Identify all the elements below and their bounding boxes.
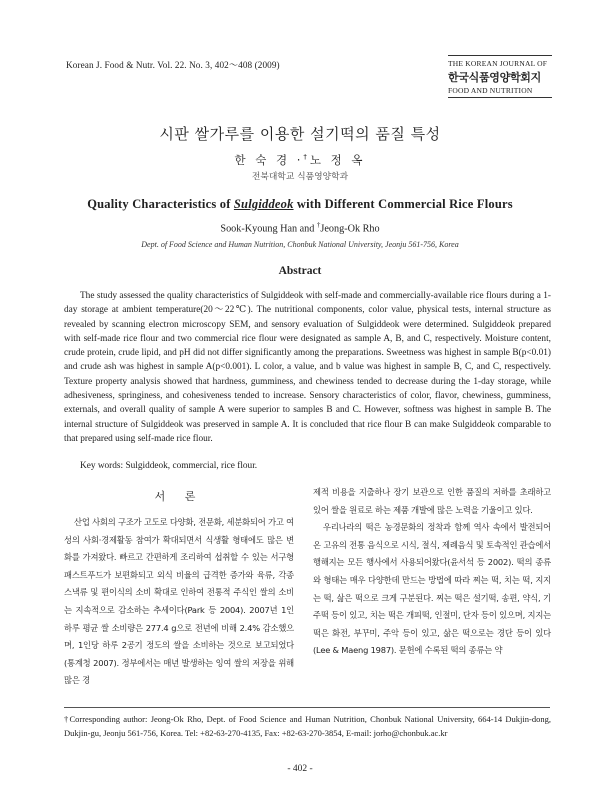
journal-logo-top: THE KOREAN JOURNAL OF [448, 59, 548, 68]
journal-logo-box [448, 55, 552, 98]
right-column-paragraph-1: 제적 비용을 지출하나 장기 보관으로 인한 품질의 저하를 초래하고 있어 쌀을 원료로 하는 제품 개발에 많은 노력을 기울이고 있다. [313, 487, 551, 515]
korean-author-2: 노 정 옥 [309, 153, 366, 167]
keywords: Key words: Sulgiddeok, commercial, rice flour. [80, 461, 258, 471]
english-affiliation: Dept. of Food Science and Human Nutrition, Chonbuk National University, Jeonju 561-756, Korea [141, 240, 459, 249]
journal-logo-korean: 한국식품영양학회지 [448, 71, 541, 84]
korean-authors [0, 152, 600, 168]
korean-affiliation: 전북대학교 식품영양학과 [251, 172, 349, 182]
english-author-1: Sook-Kyoung Han and [220, 223, 315, 235]
right-column [313, 484, 551, 660]
english-title-pre: Quality Characteristics of [87, 197, 231, 211]
page-number: - 402 - [287, 764, 313, 774]
corresponding-mark: † [303, 153, 310, 162]
english-author-2: Jeong-Ok Rho [320, 223, 380, 235]
english-authors [0, 221, 600, 234]
journal-logo-bottom: FOOD AND NUTRITION [448, 86, 533, 95]
section-heading-introduction: 서 론 [154, 490, 204, 503]
footnote-divider [64, 707, 550, 708]
corresponding-author-footnote: †Corresponding author: Jeong-Ok Rho, Dept. of Food Science and Human Nutrition, Chonbuk National University, 664-14 Dukjin-dong, Dukjin-gu, Jeonju 561-756, Korea. Tel: +82-63-270-4135, Fax: +82-63-270-3854, E-mail: jorho@chonbuk.ac.kr [64, 714, 551, 738]
right-column-paragraph-2: 우리나라의 떡은 농경문화의 정착과 함께 역사 속에서 발전되어온 고유의 전통 음식으로 시식, 절식, 제례음식 및 토속적인 관습에서 행해지는 모든 행사에서 사용되어왔다(윤서석 등 2002). 떡의 종류와 형태는 매우 다양한데 만드는 방법에 따라 찌는 떡, 치는 떡, 지지는 떡, 삶은 떡으로 크게 구분된다. 찌는 떡은 설기떡, 송편, 약식, 기주떡 등이 있고, 치는 떡은 개피떡, 인절미, 단자 등이 있으며, 지지는 떡은 화전, 부꾸미, 주악 등이 있고, 삶은 떡으로는 경단 등이 있다(Lee & Maeng 1987). 문헌에 수록된 떡의 종류는 약 [313, 522, 551, 656]
english-corresponding-mark: † [316, 221, 321, 229]
korean-author-1: 한 숙 경 · [234, 153, 304, 167]
english-title [0, 197, 600, 212]
abstract-body: The study assessed the quality characteristics of Sulgiddeok with self-made and commercially-available rice flours during a 1-day storage at ambient temperature(20～22℃). The nutritional components, color value, physical tests, internal structure as revealed by scanning electron microscopy SEM, and sensory evaluation of Sulgiddeok were determined. Sulgiddeok prepared with self-made rice flour and two commercial rice flour were designated as sample A, B, and C, respectively. Moisture content, crude protein, crude lipid, and pH did not differ significantly among the preparations. Sweetness was highest in sample B(p<0.01) and crude ash was highest in sample A(p<0.001). L color, a value, and b value was highest in sample B, C, and C, respectively. Texture property analysis showed that hardness, gumminess, and chewiness tended to decrease during the 1-day storage, while adhesiveness, springiness, and cohesiveness tended to increase. Sensory characteristics of color, flavor, chewiness, gumminess, externals, and overall quality of sample A were superior to samples B and C. However, softness was highest in sample B. The internal structure of Sulgiddeok was preserved in sample A. It is concluded that rice flour B can make Sulgiddeok comparable to that prepared using self-made rice flour. [64, 291, 551, 444]
english-title-italic: Sulgiddeok [233, 197, 294, 211]
english-title-post: with Different Commercial Rice Flours [296, 197, 513, 211]
abstract-heading: Abstract [278, 265, 322, 277]
journal-reference: Korean J. Food & Nutr. Vol. 22. No. 3, 402～408 (2009) [66, 60, 280, 70]
korean-title: 시판 쌀가루를 이용한 설기떡의 품질 특성 [159, 125, 441, 143]
left-column-text: 산업 사회의 구조가 고도로 다양화, 전문화, 세분화되어 가고 여성의 사회·경제활동 참여가 확대되면서 식생활 형태에도 많은 변화를 가져왔다. 빠르고 간편하게 조리하여 섭취할 수 있는 서구형 패스트푸드가 보편화되고 외식 비율의 급격한 증가와 육류, 각종 스낵류 및 편이식의 소비 확대로 인하여 전통적 주식인 쌀의 소비는 지속적으로 감소하는 추세이다(Park 등 2004). 2007년 1인 하루 평균 쌀 소비량은 277.4 g으로 전년에 비해 2.4% 감소했으며, 1인당 하루 2공기 정도의 쌀을 소비하는 것으로 보고되었다(통계청 2007). 정부에서는 매년 발생하는 잉여 쌀의 저장을 위해 많은 경 [64, 517, 294, 686]
